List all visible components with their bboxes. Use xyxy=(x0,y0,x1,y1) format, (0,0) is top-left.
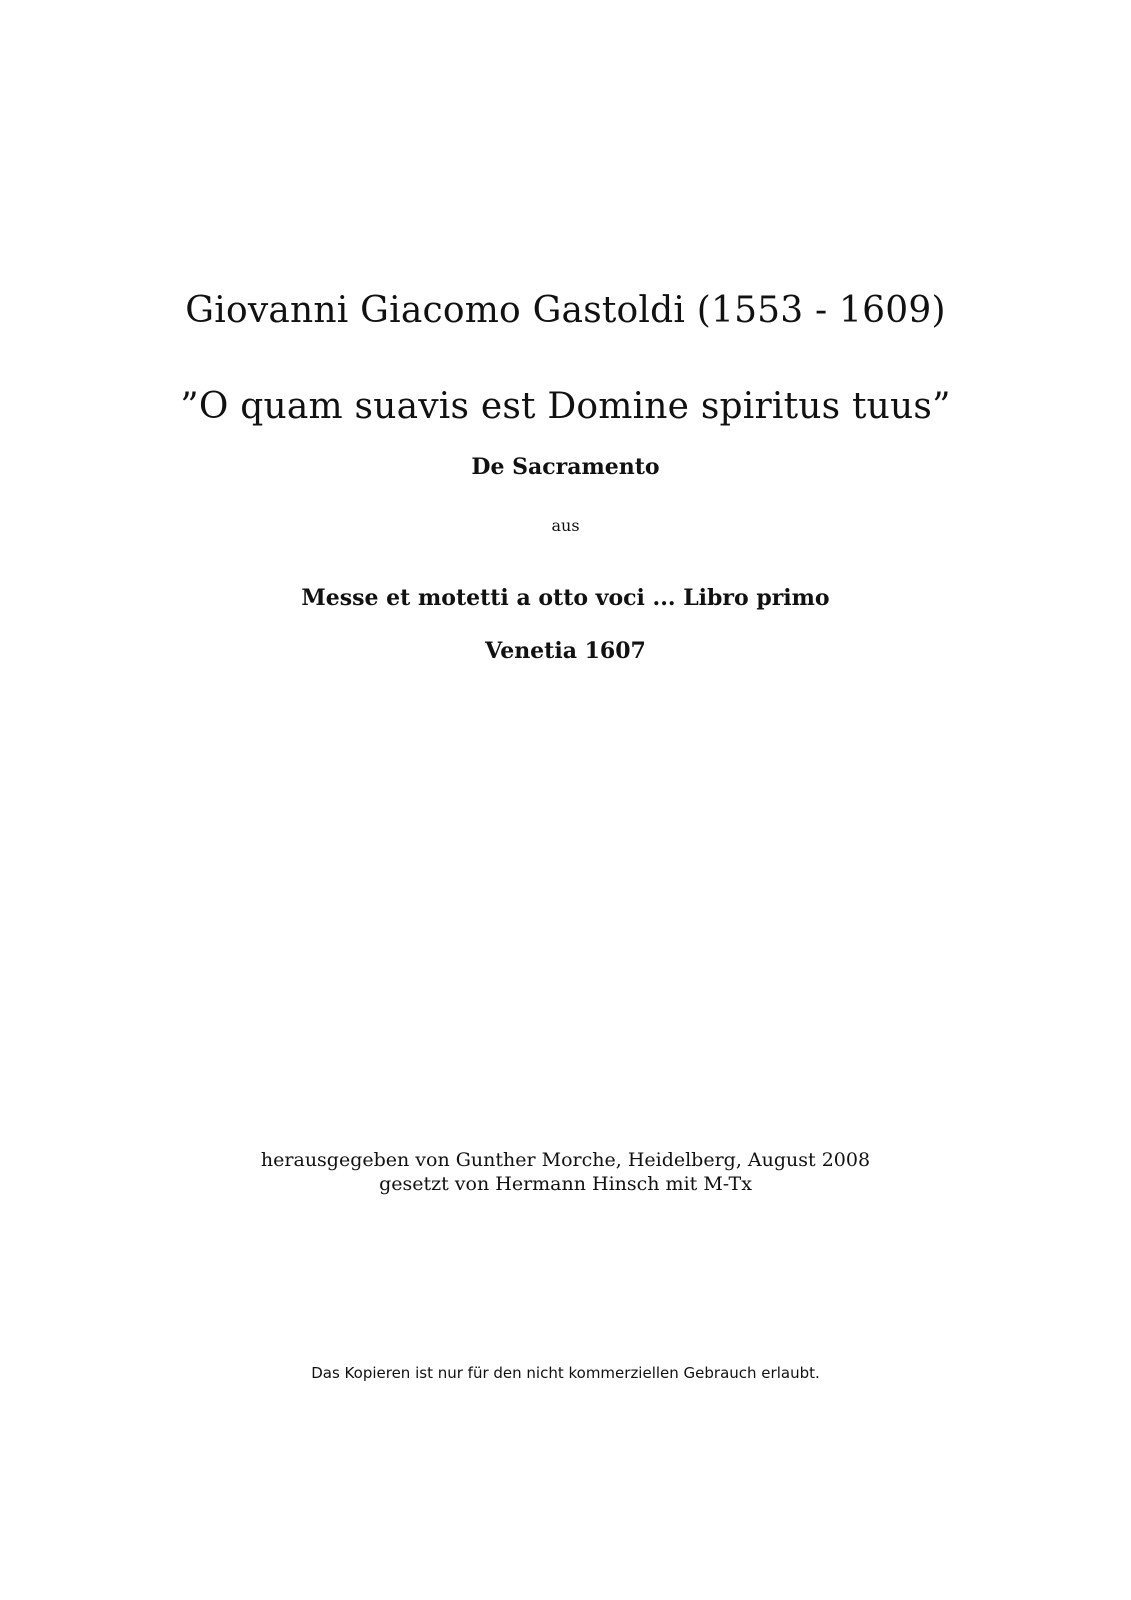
collection-title: Messe et motetti a otto voci ... Libro primo xyxy=(301,585,830,611)
source-connector: aus xyxy=(551,516,580,535)
publication-place-year: Venetia 1607 xyxy=(485,638,646,664)
work-subtitle: De Sacramento xyxy=(471,454,660,480)
work-title: ”O quam suavis est Domine spiritus tuus” xyxy=(180,386,951,427)
typesetter-credit: gesetzt von Hermann Hinsch mit M-Tx xyxy=(379,1173,752,1195)
composer-heading: Giovanni Giacomo Gastoldi (1553 - 1609) xyxy=(185,290,946,331)
editor-credit: herausgegeben von Gunther Morche, Heidelberg, August 2008 xyxy=(260,1149,871,1171)
copyright-notice: Das Kopieren ist nur für den nicht kommerziellen Gebrauch erlaubt. xyxy=(311,1364,820,1382)
